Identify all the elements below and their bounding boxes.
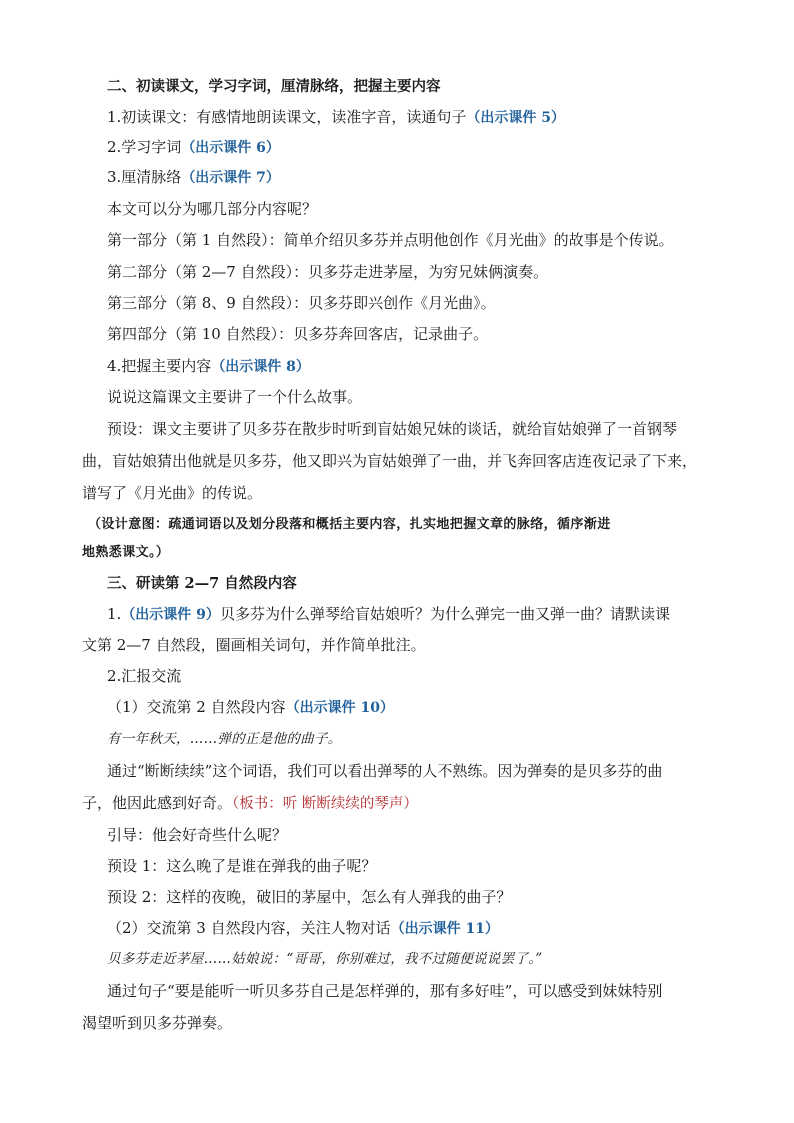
quote-paragraph-2: 有一年秋天，……弹的正是他的曲子。 — [107, 731, 342, 747]
courseware-ref: （出示课件 5） — [466, 110, 565, 126]
preset-1: 预设 1：这么晚了是谁在弹我的曲子呢？ — [107, 857, 377, 875]
section-heading-2: 二、初读课文，学习字词，厘清脉络，把握主要内容 — [107, 78, 441, 95]
task-1-line-2: 文第 2—7 自然段，圈画相关词句，并作简单批注。 — [82, 636, 426, 654]
step-1-read: 1.初读课文：有感情地朗读课文，读准字音，读通句子（出示课件 5） — [107, 108, 565, 126]
preset-answer-line-1: 预设：课文主要讲了贝多芬在散步时听到盲姑娘兄妹的谈话，就给盲姑娘弹了一首钢琴 — [107, 420, 678, 438]
section-heading-3: 三、研读第 2—7 自然段内容 — [107, 575, 297, 592]
courseware-ref: （出示课件 6） — [181, 140, 280, 156]
question-text: 本文可以分为哪几部分内容呢？ — [107, 200, 318, 218]
part-4: 第四部分（第 10 自然段）：贝多芬奔回客店，记录曲子。 — [107, 325, 489, 343]
report-exchange: 2.汇报交流 — [107, 667, 182, 685]
blackboard-note: （板书：听 断断续续的琴声） — [232, 796, 418, 812]
analysis-line-1: 通过“断断续续”这个词语，我们可以看出弹琴的人不熟练。因为弹奏的是贝多芬的曲 — [107, 762, 663, 780]
courseware-ref: （出示课件 10） — [285, 700, 394, 716]
exchange-paragraph-2: （1）交流第 2 自然段内容（出示课件 10） — [107, 698, 394, 716]
prompt-text: 说说这篇课文主要讲了一个什么故事。 — [107, 388, 363, 406]
step-2-vocab: 2.学习字词（出示课件 6） — [107, 138, 280, 156]
step-4-main-content: 4.把握主要内容（出示课件 8） — [107, 357, 310, 375]
courseware-ref: （出示课件 8） — [211, 359, 310, 375]
courseware-ref: （出示课件 7） — [181, 170, 280, 186]
part-3: 第三部分（第 8、9 自然段）：贝多芬即兴创作《月光曲》。 — [107, 294, 496, 312]
courseware-ref: （出示课件 11） — [390, 921, 499, 937]
exchange-paragraph-3: （2）交流第 3 自然段内容，关注人物对话（出示课件 11） — [107, 919, 499, 937]
analysis-line-2: 子，他因此感到好奇。（板书：听 断断续续的琴声） — [82, 794, 418, 812]
part-1: 第一部分（第 1 自然段）：简单介绍贝多芬并点明他创作《月光曲》的故事是个传说。 — [107, 231, 674, 249]
preset-answer-line-3: 谱写了《月光曲》的传说。 — [82, 484, 263, 502]
part-2: 第二部分（第 2—7 自然段）：贝多芬走进茅屋，为穷兄妹俩演奏。 — [107, 263, 549, 281]
preset-2: 预设 2：这样的夜晚，破旧的茅屋中，怎么有人弹我的曲子？ — [107, 888, 512, 906]
step-3-structure: 3.厘清脉络（出示课件 7） — [107, 168, 280, 186]
design-intent-line-1: （设计意图：疏通词语以及划分段落和概括主要内容，扎实地把握文章的脉络，循序渐进 — [88, 517, 611, 532]
guide-question: 引导：他会好奇些什么呢？ — [107, 826, 288, 844]
sentence-analysis-line-2: 渴望听到贝多芬弹奏。 — [82, 1014, 233, 1032]
courseware-ref: （出示课件 9） — [121, 607, 220, 623]
design-intent-line-2: 地熟悉课文。） — [82, 545, 170, 560]
quote-paragraph-3: 贝多芬走近茅屋……姑娘说：“哥哥，你别难过，我不过随便说说罢了。” — [107, 951, 543, 967]
task-1-line-1: 1.（出示课件 9）贝多芬为什么弹琴给盲姑娘听？为什么弹完一曲又弹一曲？请默读课 — [107, 605, 670, 623]
preset-answer-line-2: 曲，盲姑娘猜出他就是贝多芬，他又即兴为盲姑娘弹了一曲，并飞奔回客店连夜记录了下来， — [82, 452, 698, 470]
sentence-analysis-line-1: 通过句子“要是能听一听贝多芬自己是怎样弹的，那有多好哇”，可以感受到妹妹特别 — [107, 982, 663, 1000]
